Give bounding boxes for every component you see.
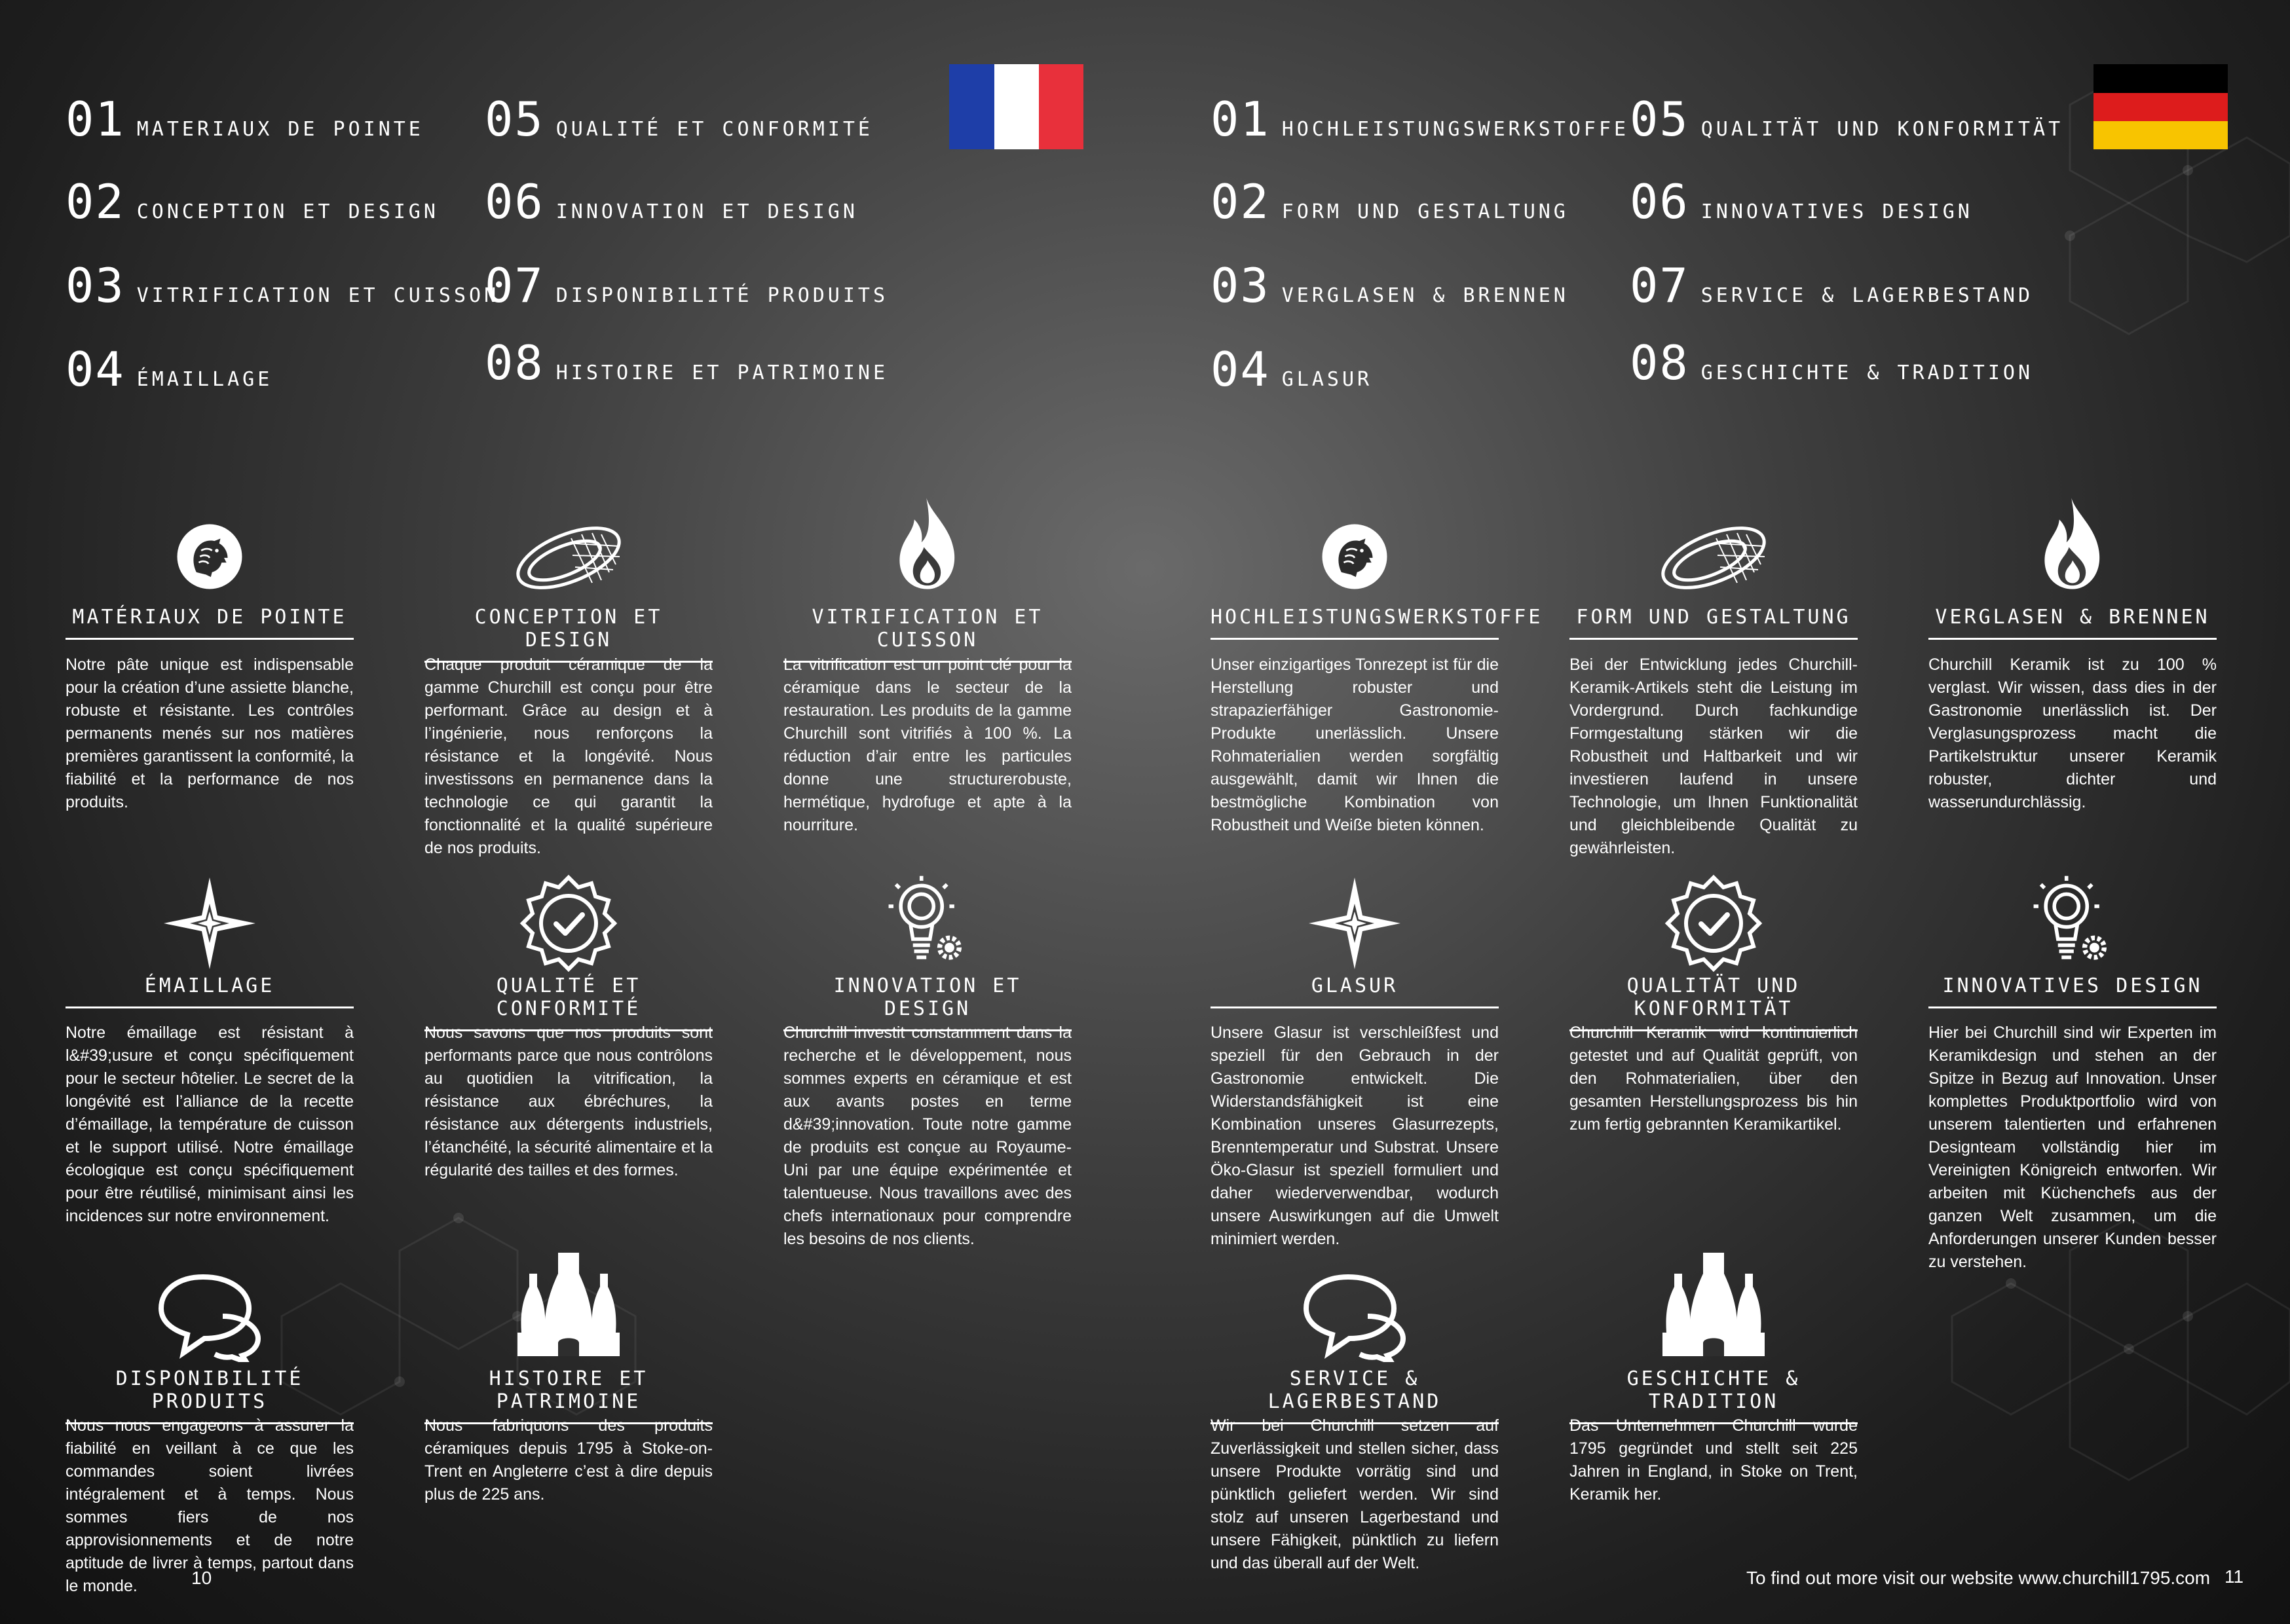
toc-item [1630, 335, 2033, 390]
toc-label: CONCEPTION ET DESIGN [136, 200, 439, 223]
toc-item [485, 335, 888, 390]
section-text: Unser einzigartiges Tonrezept ist für die Herstellung robuster und strapazierfähiger Gastronomie-Produkte unerlässlich. Unsere Rohmaterialien werden sorgfältig ausgewählt, damit wir Ihnen die bestmögliche Kombination von Robustheit und Weiße bieten können. [1211, 655, 1499, 834]
toc-label: QUALITÉ ET CONFORMITÉ [555, 118, 873, 141]
toc-label: GLASUR [1281, 368, 1373, 391]
toc-number: 01 [1211, 92, 1270, 147]
section-title: ÉMAILLAGE [66, 974, 354, 1008]
lion-head-icon [174, 521, 246, 593]
section-text: Notre émaillage est résistant à l&#39;usure et conçu spécifiquement pour le secteur hôtelier. Le secret de la longévité est l’alliance de la recette d’émaillage, la température de cuisson et le support utilisé. Notre émaillage écologique est conçu spécifiquement pour être réutilisé, minimisant ainsi les incidences sur notre environnement. [66, 1024, 354, 1225]
section-text: Nous fabriquons des produits céramiques depuis 1795 à Stoke-on-Trent en Angleterre c’est à dire depuis plus de 225 ans. [424, 1416, 713, 1504]
section-title: QUALITÄT UND KONFORMITÄT [1569, 974, 1858, 1031]
toc-number: 04 [66, 342, 125, 397]
lion-head-icon [1319, 521, 1391, 593]
toc-number: 07 [1630, 258, 1689, 313]
toc-item [1630, 258, 2033, 313]
toc-number: 05 [485, 92, 544, 147]
speech-bubbles-icon [157, 1270, 262, 1362]
bottle-kilns-icon [1661, 1247, 1766, 1359]
toc-label: VITRIFICATION ET CUISSON [136, 284, 500, 307]
section-text: Unsere Glasur ist verschleißfest und speziell für den Gebrauch in der Gastronomie entwickelt. Die Widerstandsfähigkeit ist eine Kombination unseres Glasurrezepts, Brenntemperatur und Substrat. Unsere Öko-Glasur ist speziell formuliert und daher wiederverwendbar, wodurch unsere Auswirkungen auf die Umwelt minimiert werden. [1211, 1024, 1499, 1248]
flame-icon [2037, 494, 2109, 593]
toc-number: 08 [485, 335, 544, 390]
toc-item [1211, 92, 1629, 147]
section-text: Das Unternehmen Churchill wurde 1795 gegründet und stellt seit 225 Jahren in England, in Stoke on Trent, Keramik her. [1569, 1416, 1858, 1504]
section-title: INNOVATION ET DESIGN [783, 974, 1072, 1031]
section-text: Nous nous engageons à assurer la fiabilité en veillant à ce que les commandes soient livrées intégralement et à temps. Nous sommes fiers de nos approvisionnements et de notre aptitude de livrer à temps, partout dans le monde. [66, 1416, 354, 1595]
bottle-kilns-icon [516, 1247, 621, 1359]
toc-label: GESCHICHTE & TRADITION [1700, 361, 2034, 384]
lightbulb-gear-icon [885, 874, 970, 972]
toc-item [1630, 174, 1973, 229]
toc-item [1630, 92, 2063, 147]
toc-number: 03 [66, 258, 125, 313]
section-text: Wir bei Churchill setzen auf Zuverlässigkeit und stellen sicher, dass unsere Produkte vorrätig sind und pünktlich geliefert werden. Wir sind stolz auf unseren Lagerbestand und unsere Fähigkeit, pünktlich zu liefern und das überall auf der Welt. [1211, 1416, 1499, 1572]
flame-icon [892, 494, 964, 593]
section-text: Churchill Keramik ist zu 100 % verglast. Wir wissen, dass dies in der Gastronomie unerlässlich ist. Der Verglasungsprozess macht die Partikelstruktur unserer Keramik robuster, dichter und wasserundurchlässig. [1928, 655, 2217, 811]
toc-number: 02 [66, 174, 125, 229]
toc-item [66, 258, 499, 313]
section-title: INNOVATIVES DESIGN [1928, 974, 2217, 1008]
toc-item [1211, 174, 1569, 229]
toc-item [485, 174, 858, 229]
sparkle-star-icon [164, 877, 255, 969]
speech-bubbles-icon [1302, 1270, 1407, 1362]
toc-item [1211, 342, 1372, 397]
section-title: HISTOIRE ET PATRIMOINE [424, 1367, 713, 1424]
toc-item [1211, 258, 1569, 313]
page-number-left: 10 [191, 1568, 212, 1588]
section-title: CONCEPTION ET DESIGN [424, 606, 713, 663]
section-title: GLASUR [1211, 974, 1499, 1008]
toc-item [485, 92, 873, 147]
toc-number: 03 [1211, 258, 1270, 313]
section-title: GESCHICHTE & TRADITION [1569, 1367, 1858, 1424]
section-text: La vitrification est un point clé pour la céramique dans le secteur de la restauration. Les produits de la gamme Churchill sont vitrifiés à 100 %. La réduction d’air entre les particules donne une structurerobuste, hermétique, hydrofuge et apte à la nourriture. [783, 655, 1072, 834]
section-text: Nous savons que nos produits sont performants parce que nous contrôlons au quotidien la vitrification, la résistance aux ébréchures, la résistance aux détergents industriels, l’étanchéité, la sécurité alimentaire et la régularité des tailles et des formes. [424, 1024, 713, 1179]
plate-design-icon [1648, 517, 1779, 596]
toc-number: 08 [1630, 335, 1689, 390]
section-text: Churchill Keramik wird kontinuierlich getestet und auf Qualität geprüft, von den Rohmaterialien, über den gesamten Herstellungsprozess bis hin zum fertig gebrannten Keramikartikel. [1569, 1024, 1858, 1134]
section-title: VITRIFICATION ET CUISSON [783, 606, 1072, 663]
toc-label: INNOVATIVES DESIGN [1700, 200, 1973, 223]
toc-number: 02 [1211, 174, 1270, 229]
section-title: HOCHLEISTUNGSWERKSTOFFE [1211, 606, 1499, 640]
section-title: SERVICE & LAGERBESTAND [1211, 1367, 1499, 1424]
toc-number: 06 [485, 174, 544, 229]
section-text: Notre pâte unique est indispensable pour la création d’une assiette blanche, robuste et résistante. Les contrôles permanents menés sur nos matières premières garantissent la conformité, la fiabilité et la performance de nos produits. [66, 655, 354, 811]
toc-item [66, 174, 439, 229]
section-title: VERGLASEN & BRENNEN [1928, 606, 2217, 640]
section-text: Chaque produit céramique de la gamme Churchill est conçu pour être performant. Grâce au design et à l’ingénierie, nous renforçons la résistance et la longévité. Nous investissons en permanence dans la technologie ce qui garantit la fonctionnalité et la qualité supérieure de nos produits. [424, 655, 713, 857]
section-text: Churchill investit constamment dans la recherche et le développement, nous sommes experts en céramique et est aux avants postes en terme d&#39;innovation. Toute notre gamme de produits est conçue au Royaume-Uni par une équipe expérimentée et talentueuse. Nous travaillons avec des chefs internationaux pour comprendre les besoins de nos clients. [783, 1024, 1072, 1248]
toc-label: QUALITÄT UND KONFORMITÄT [1700, 118, 2064, 141]
toc-number: 01 [66, 92, 125, 147]
toc-number: 07 [485, 258, 544, 313]
section-text: Bei der Entwicklung jedes Churchill-Keramik-Artikels steht die Leistung im Vordergrund. Durch fachkundige Formgestaltung stärken wir die Robustheit und Haltbarkeit und wir investieren laufend in unsere Technologie, um Ihnen Funktionalität und gleichbleibende Qualität zu gewährleisten. [1569, 655, 1858, 857]
quality-badge-icon [1664, 874, 1763, 972]
section-text: Hier bei Churchill sind wir Experten im Keramikdesign und stehen an der Spitze in Bezug auf Innovation. Unser komplettes Produktportfolio wird von unserem talentierten und erfahrenen Designteam vollständig hier im Vereinigten Königreich entworfen. Wir arbeiten mit Küchenchefs aus der ganzen Welt zusammen, um die Anforderungen unserer Kunden besser zu verstehen. [1928, 1024, 2217, 1271]
lightbulb-gear-icon [2030, 874, 2115, 972]
toc-label: ÉMAILLAGE [136, 368, 273, 391]
german-flag [2093, 64, 2228, 149]
section-title: DISPONIBILITÉ PRODUITS [66, 1367, 354, 1424]
section-title: FORM UND GESTALTUNG [1569, 606, 1858, 640]
toc-label: HOCHLEISTUNGSWERKSTOFFE [1281, 118, 1630, 141]
toc-label: HISTOIRE ET PATRIMOINE [555, 361, 889, 384]
toc-item [66, 92, 424, 147]
toc-label: VERGLASEN & BRENNEN [1281, 284, 1569, 307]
quality-badge-icon [519, 874, 618, 972]
section-title: MATÉRIAUX DE POINTE [66, 606, 354, 640]
section-title: QUALITÉ ET CONFORMITÉ [424, 974, 713, 1031]
toc-label: MATERIAUX DE POINTE [136, 118, 424, 141]
toc-label: SERVICE & LAGERBESTAND [1700, 284, 2034, 307]
plate-design-icon [503, 517, 634, 596]
toc-item [485, 258, 888, 313]
page-number-right: 11 [2224, 1566, 2244, 1587]
toc-label: INNOVATION ET DESIGN [555, 200, 858, 223]
toc-number: 04 [1211, 342, 1270, 397]
french-flag [949, 64, 1083, 149]
toc-item [66, 342, 272, 397]
toc-number: 06 [1630, 174, 1689, 229]
footer-website-text: To find out more visit our website www.churchill1795.com [1746, 1568, 2211, 1588]
toc-label: DISPONIBILITÉ PRODUITS [555, 284, 889, 307]
sparkle-star-icon [1309, 877, 1400, 969]
toc-number: 05 [1630, 92, 1689, 147]
toc-label: FORM UND GESTALTUNG [1281, 200, 1569, 223]
